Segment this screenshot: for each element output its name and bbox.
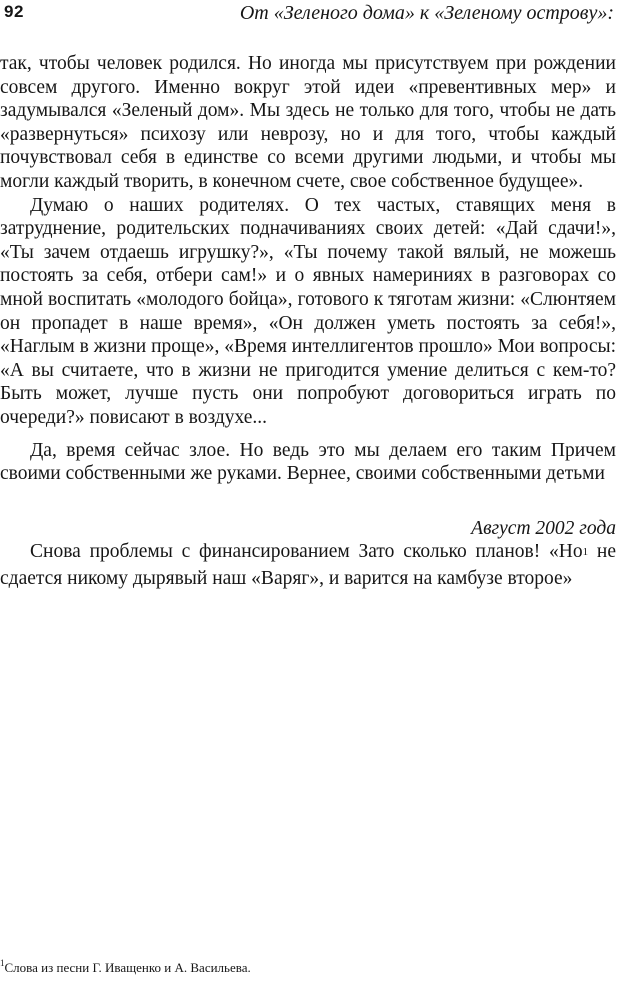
paragraph-4-text-end: не сдается никому дырявый наш «Варяг», и варится на камбузе второе» <box>0 541 616 589</box>
paragraph-1: так, чтобы человек родился. Но иногда мы присутствуем при рождении совсем другого. Именно вокруг этой идеи «превентивных мер» и задумывался «Зеленый дом». Мы здесь не только для того, чтобы не дать «развернуться» психозу или неврозу, но и для того, чтобы каждый почувствовал себя в единстве со всеми другими людьми, и чтобы мы могли каждый творить, в конечном счете, свое собственное будущее». <box>0 53 616 192</box>
page-number: 92 <box>4 2 24 21</box>
paragraph-4 <box>0 540 616 590</box>
footnote-reference: 1 <box>582 546 589 559</box>
footnote-text: Слова из песни Г. Иващенко и А. Васильева. <box>4 960 251 975</box>
date-heading: Август 2002 года <box>471 517 616 539</box>
footnote <box>0 960 251 977</box>
body-text <box>0 52 616 590</box>
footnote-mark: 1 <box>0 958 5 968</box>
paragraph-4-text-start: Снова проблемы с финансированием Зато сколько планов! «Но <box>30 541 583 563</box>
paragraph-3: Да, время сейчас злое. Но ведь это мы делаем его таким Причем своими собственными же руками. Вернее, своими собственными детьми <box>0 439 616 485</box>
paragraph-2: Думаю о наших родителях. О тех частых, ставящих меня в затруднение, родительских подначиваниях своих детей: «Дай сдачи!», «Ты зачем отдаешь игрушку?», «Ты почему такой вялый, не можешь постоять за себя, отбери сам!» и о явных намериниях в разговорах со мной воспитать «молодого бойца», готового к тяготам жизни: «Слюнтяем он пропадет в наше время», «Он должен уметь постоять за себя!», «Наглым в жизни проще», «Время интеллигентов прошло» Мои вопросы: «А вы считаете, что в жизни не пригодится умение делиться с кем-то? Быть может, лучше пусть они попробуют договориться играть по очереди?» повисают в воздухе... <box>0 194 616 428</box>
running-title: От «Зеленого дома» к «Зеленому острову»: <box>239 2 614 24</box>
